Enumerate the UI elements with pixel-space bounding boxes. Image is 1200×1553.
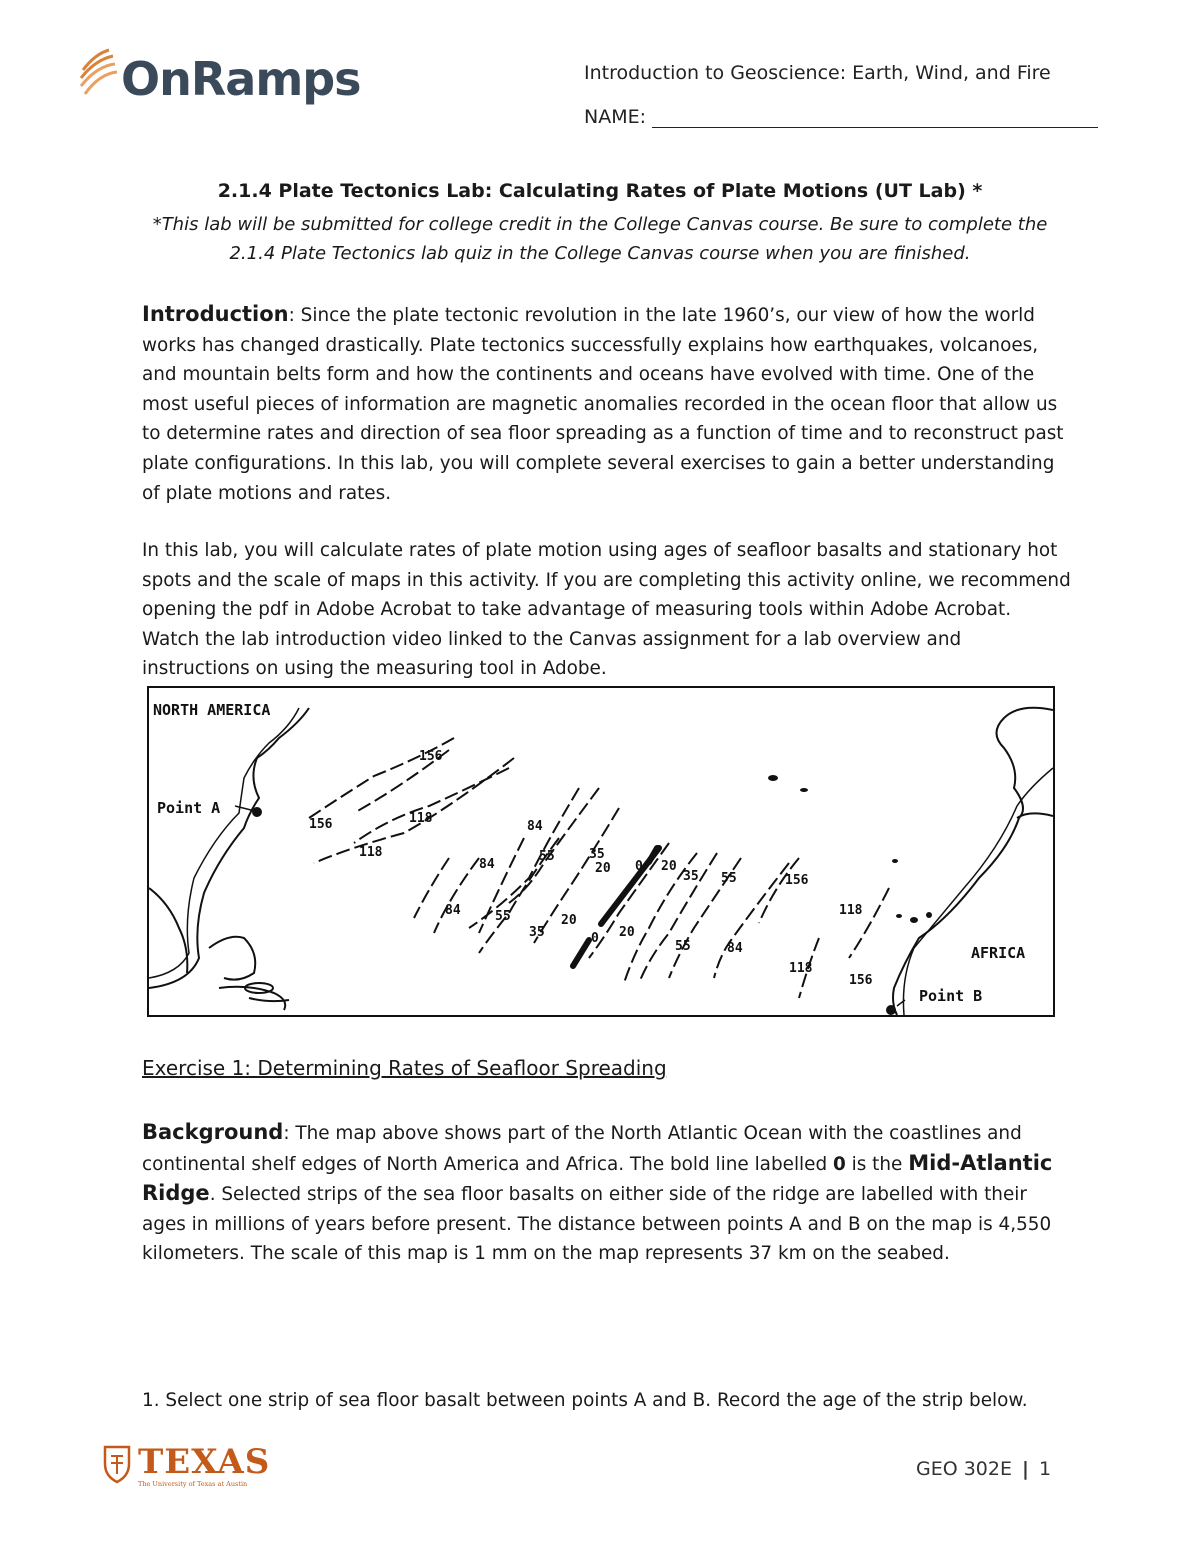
age-labels	[309, 749, 873, 988]
point-b-marker	[886, 1005, 896, 1015]
age-label: 118	[409, 811, 433, 826]
north-america-coast	[149, 708, 309, 1010]
name-line[interactable]	[652, 107, 1098, 128]
age-label: 35	[589, 847, 605, 862]
introduction-paragraph	[142, 300, 1072, 508]
age-label: 0	[635, 859, 643, 874]
logo-text: OnRamps	[121, 52, 361, 106]
footer-separator: |	[1022, 1458, 1029, 1480]
age-label: 118	[789, 961, 813, 976]
texas-logo	[100, 1442, 271, 1492]
onramps-logo	[75, 48, 365, 120]
map-figure	[149, 688, 1053, 1015]
question-1: 1. Select one strip of sea floor basalt between points A and B. Record the age of the strip below.	[142, 1390, 1028, 1411]
age-label: 35	[683, 869, 699, 884]
age-label: 20	[619, 925, 635, 940]
texas-wordmark: TEXAS	[138, 1442, 271, 1482]
introduction-text: : Since the plate tectonic revolution in the late 1960’s, our view of how the world works has changed drastically. Plate tectonics successfully explains how earthquakes, volcanoes, and mountain belts form and how the continents and oceans have evolved with time. One of the most useful pieces of information are magnetic anomalies recorded in the ocean floor that allow us to determine rates and direction of sea floor spreading as a function of time and to reconstruct past plate configurations. In this lab, you will complete several exercises to gain a better understanding of plate motions and rates.	[142, 305, 1064, 504]
age-label: 84	[727, 941, 743, 956]
mid-atlantic-ridge	[573, 848, 659, 966]
africa-coast	[893, 708, 1053, 1015]
background-text-3: . Selected strips of the sea floor basalts on either side of the ridge are labelled with their ages in millions of years before present. The distance between points A and B on the map is 4,550 kilometers. The scale of this map is 1 mm on the map represents 37 km on the seabed.	[142, 1184, 1052, 1265]
point-a-marker	[252, 807, 262, 817]
name-label: NAME:	[584, 106, 647, 128]
course-title: Introduction to Geoscience: Earth, Wind, and Fire	[584, 62, 1051, 84]
introduction-lead: Introduction	[142, 302, 289, 326]
label-africa: AFRICA	[971, 944, 1026, 962]
ut-shield-icon	[102, 1444, 132, 1484]
age-label: 118	[359, 845, 383, 860]
north-atlantic-map	[147, 686, 1055, 1017]
texas-subtitle: The University of Texas at Austin	[138, 1480, 248, 1488]
page-title: 2.1.4 Plate Tectonics Lab: Calculating Rates of Plate Motions (UT Lab) *	[217, 180, 983, 202]
background-lead: Background	[142, 1120, 284, 1144]
age-label: 20	[561, 913, 577, 928]
age-label: 55	[721, 871, 737, 886]
label-point-b: Point B	[919, 987, 983, 1005]
age-label: 156	[849, 973, 873, 988]
age-label: 20	[595, 861, 611, 876]
age-label: 55	[675, 939, 691, 954]
lab-paragraph: In this lab, you will calculate rates of plate motion using ages of seafloor basalts and stationary hot spots and the scale of maps in this activity. If you are completing this activity online, we recommend opening the pdf in Adobe Acrobat to take advantage of measuring tools within Adobe Acrobat. Watch the lab introduction video linked to the Canvas assignment for a lab overview and instructions on using the measuring tool in Adobe.	[142, 540, 1071, 680]
submission-note: *This lab will be submitted for college credit in the College Canvas course. Be sure to complete the 2.1.4 Plate Tectonics lab quiz in the College Canvas course when you are finished.	[152, 214, 1048, 264]
age-label: 156	[419, 749, 443, 764]
label-north-america: NORTH AMERICA	[153, 701, 271, 719]
label-point-a: Point A	[157, 799, 221, 817]
age-label: 0	[591, 931, 599, 946]
age-label: 156	[309, 817, 333, 832]
mid-atlantic-ridge-term: Mid-Atlantic Ridge	[142, 1150, 1053, 1206]
age-label: 156	[785, 873, 809, 888]
background-paragraph	[142, 1118, 1072, 1269]
age-label: 55	[539, 849, 555, 864]
name-field[interactable]	[584, 106, 1098, 128]
age-label: 55	[495, 909, 511, 924]
age-label: 84	[527, 819, 543, 834]
age-label: 20	[661, 859, 677, 874]
onramps-swoosh-icon	[75, 48, 121, 108]
ridge-zero: 0	[833, 1153, 846, 1175]
age-label: 84	[445, 903, 461, 918]
page-footer	[916, 1458, 1051, 1480]
age-label: 84	[479, 857, 495, 872]
exercise-heading: Exercise 1: Determining Rates of Seafloor Spreading	[142, 1056, 667, 1080]
page-number: 1	[1038, 1458, 1052, 1480]
course-code: GEO 302E	[916, 1458, 1012, 1480]
background-text-1: : The map above shows part of the North Atlantic Ocean with the coastlines and continental shelf edges of North America and Africa. The bold line labelled	[142, 1123, 1022, 1175]
age-label: 35	[529, 925, 545, 940]
background-text-2: is the	[845, 1153, 909, 1175]
age-label: 118	[839, 903, 863, 918]
islands	[768, 775, 932, 923]
